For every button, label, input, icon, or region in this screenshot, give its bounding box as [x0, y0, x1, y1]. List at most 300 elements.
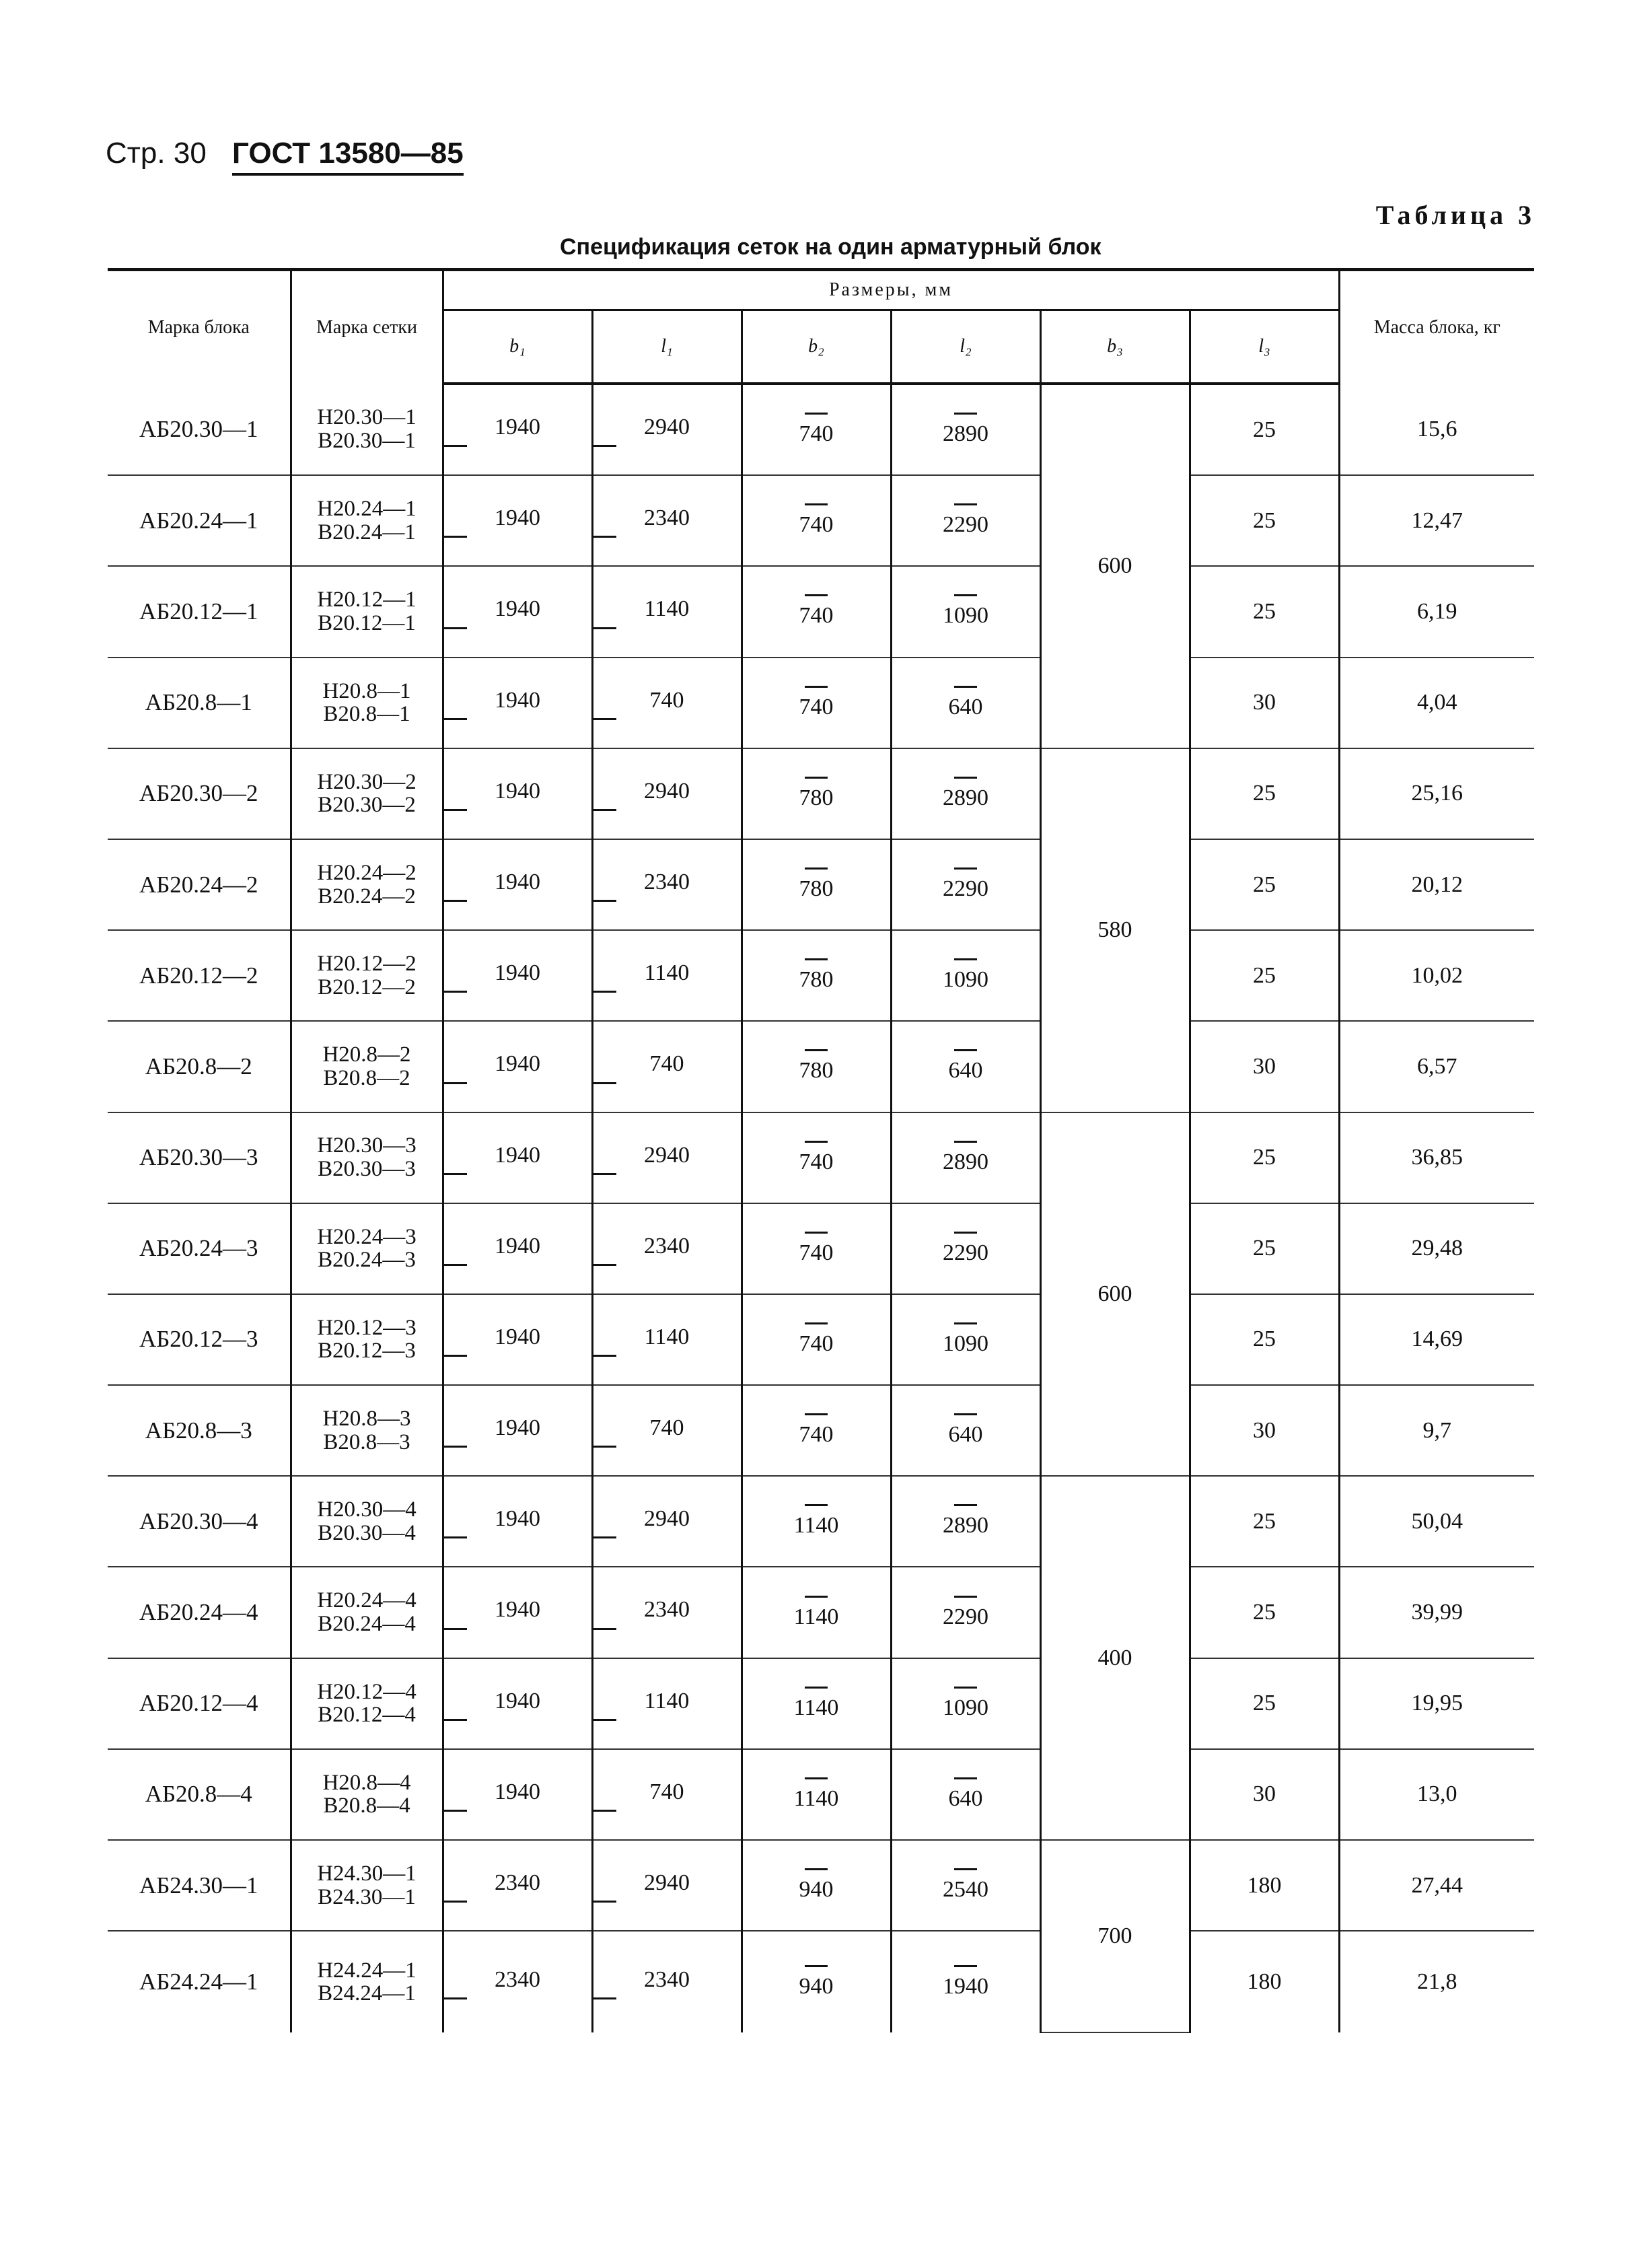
size-b2 [742, 1203, 891, 1294]
size-b2 [742, 1294, 891, 1385]
size-l1 [592, 1749, 742, 1840]
block-mass: 27,44 [1339, 1840, 1534, 1931]
mesh-bottom: В20.24—3 [318, 1248, 416, 1273]
size-b1 [443, 566, 592, 657]
mesh-top: Н20.24—2 [317, 860, 417, 885]
dash-mark [593, 718, 616, 720]
mesh-mark [291, 1749, 443, 1840]
dash-mark [954, 1504, 977, 1506]
size-l2-value: 640 [948, 1785, 983, 1811]
size-l1 [592, 1931, 742, 2032]
size-l2-value: 2290 [943, 1240, 988, 1265]
size-l2-value: 2290 [943, 512, 988, 538]
mesh-top: Н20.24—3 [317, 1224, 417, 1249]
size-l1 [592, 748, 742, 839]
mesh-bottom: В20.24—4 [318, 1612, 416, 1637]
size-b2 [742, 1749, 891, 1840]
size-l2-value: 640 [948, 1422, 983, 1448]
block-mark: АБ20.30—1 [108, 384, 291, 475]
dash-mark [444, 536, 467, 538]
size-l2 [891, 1385, 1040, 1476]
size-l3: 30 [1190, 1021, 1339, 1112]
mesh-top: Н20.30—3 [317, 1133, 417, 1158]
size-b1 [443, 1112, 592, 1203]
size-b2-value: 1140 [793, 1785, 839, 1811]
size-l1 [592, 1476, 742, 1567]
size-b2 [742, 566, 891, 657]
mesh-bottom: В20.30—4 [318, 1520, 416, 1545]
dash-mark [593, 991, 616, 993]
col-header-block: Марка блока [108, 270, 291, 384]
size-l3: 25 [1190, 1203, 1339, 1294]
mesh-bottom: В20.8—1 [323, 702, 410, 727]
mesh-mark [291, 930, 443, 1021]
size-l2-value: 1940 [943, 1973, 988, 1999]
size-l2 [891, 566, 1040, 657]
mesh-bottom: В20.24—1 [318, 520, 416, 544]
size-b1 [443, 930, 592, 1021]
dash-mark [954, 1413, 977, 1415]
size-b2 [742, 1840, 891, 1931]
col-header-l3: l₃ [1190, 310, 1339, 384]
size-l1 [592, 1840, 742, 1931]
size-l3: 25 [1190, 1112, 1339, 1203]
size-b1-value: 1940 [495, 960, 540, 986]
size-b2 [742, 839, 891, 930]
size-b1 [443, 1021, 592, 1112]
col-header-l1: l₁ [592, 310, 742, 384]
mesh-top: Н20.8—2 [322, 1042, 411, 1067]
size-b2-value: 740 [799, 694, 834, 719]
mesh-mark [291, 384, 443, 475]
size-l1-value: 1140 [644, 1688, 690, 1713]
block-mass: 4,04 [1339, 658, 1534, 748]
size-b1 [443, 839, 592, 930]
size-l2 [891, 658, 1040, 748]
size-b2-value: 740 [799, 512, 834, 538]
table-row [108, 839, 1534, 930]
size-l2 [891, 1476, 1040, 1567]
size-l2 [891, 1112, 1040, 1203]
size-l3: 25 [1190, 1658, 1339, 1749]
table-row [108, 748, 1534, 839]
table-row [108, 930, 1534, 1021]
block-mass: 19,95 [1339, 1658, 1534, 1749]
size-b1 [443, 658, 592, 748]
size-l3: 25 [1190, 384, 1339, 475]
size-l1-value: 740 [649, 1415, 684, 1441]
size-b2-value: 780 [799, 876, 834, 902]
dash-mark [805, 503, 828, 505]
dash-mark [593, 1997, 616, 1999]
mesh-mark [291, 1931, 443, 2032]
table-row [108, 1385, 1534, 1476]
mesh-bottom: В20.30—3 [318, 1157, 416, 1182]
size-l2 [891, 1840, 1040, 1931]
dash-mark [954, 1049, 977, 1051]
size-b3: 700 [1040, 1840, 1190, 2032]
mesh-mark [291, 566, 443, 657]
dash-mark [444, 991, 467, 993]
dash-mark [805, 1965, 828, 1967]
table-row [108, 1567, 1534, 1658]
dash-mark [954, 777, 977, 779]
mesh-bottom: В20.8—2 [323, 1065, 410, 1090]
table-row [108, 1658, 1534, 1749]
size-l3: 25 [1190, 839, 1339, 930]
size-b2-value: 780 [799, 967, 834, 993]
mesh-mark [291, 1567, 443, 1658]
block-mark: АБ20.8—1 [108, 658, 291, 748]
dash-mark [444, 1810, 467, 1812]
size-l2-value: 1090 [943, 967, 988, 993]
size-b2 [742, 1567, 891, 1658]
size-b1-value: 1940 [495, 1142, 540, 1168]
dash-mark [805, 958, 828, 960]
dash-mark [954, 594, 977, 596]
size-l2 [891, 1203, 1040, 1294]
table-row [108, 658, 1534, 748]
size-l2 [891, 384, 1040, 475]
dash-mark [444, 445, 467, 447]
dash-mark [444, 1536, 467, 1538]
size-l1 [592, 930, 742, 1021]
size-l3: 25 [1190, 930, 1339, 1021]
dash-mark [805, 686, 828, 688]
size-b2 [742, 384, 891, 475]
size-b1-value: 1940 [495, 1506, 540, 1532]
size-l1-value: 2340 [644, 1233, 690, 1259]
mesh-bottom: В20.8—3 [323, 1429, 410, 1454]
size-b2-value: 780 [799, 1058, 834, 1084]
size-b2-value: 780 [799, 785, 834, 810]
size-b1-value: 1940 [495, 1233, 540, 1259]
dash-mark [954, 1232, 977, 1234]
size-b1 [443, 1658, 592, 1749]
mesh-mark [291, 475, 443, 566]
dash-mark [593, 1355, 616, 1357]
size-b2-value: 740 [799, 1331, 834, 1356]
table-row [108, 1476, 1534, 1567]
block-mass: 14,69 [1339, 1294, 1534, 1385]
dash-mark [593, 1536, 616, 1538]
dash-mark [593, 900, 616, 902]
block-mark: АБ20.24—4 [108, 1567, 291, 1658]
size-l3: 25 [1190, 1476, 1339, 1567]
size-b3: 600 [1040, 1112, 1190, 1477]
size-l3: 25 [1190, 1294, 1339, 1385]
col-header-b1: b₁ [443, 310, 592, 384]
size-l3: 180 [1190, 1931, 1339, 2032]
size-b1 [443, 748, 592, 839]
dash-mark [593, 1810, 616, 1812]
size-b1 [443, 1385, 592, 1476]
mesh-mark [291, 658, 443, 748]
dash-mark [444, 809, 467, 811]
mesh-top: Н20.12—3 [317, 1315, 417, 1340]
mesh-top: Н20.30—4 [317, 1497, 417, 1522]
size-l2 [891, 748, 1040, 839]
dash-mark [593, 1446, 616, 1448]
dash-mark [444, 1901, 467, 1903]
size-l1 [592, 1021, 742, 1112]
size-l1 [592, 1567, 742, 1658]
size-l1-value: 1140 [644, 596, 690, 622]
dash-mark [444, 900, 467, 902]
mesh-bottom: В24.30—1 [318, 1884, 416, 1909]
mesh-top: Н20.30—1 [317, 404, 417, 429]
dash-mark [444, 1446, 467, 1448]
size-b2 [742, 1021, 891, 1112]
size-l2-value: 1090 [943, 1331, 988, 1356]
size-l3: 25 [1190, 1567, 1339, 1658]
block-mass: 9,7 [1339, 1385, 1534, 1476]
size-l1 [592, 1658, 742, 1749]
dash-mark [805, 1141, 828, 1143]
mesh-bottom: В20.12—3 [318, 1339, 416, 1363]
size-l1 [592, 658, 742, 748]
size-b2 [742, 1112, 891, 1203]
table-row [108, 475, 1534, 566]
dash-mark [954, 1596, 977, 1598]
size-b1 [443, 475, 592, 566]
size-l2 [891, 1749, 1040, 1840]
dash-mark [805, 413, 828, 415]
size-b1 [443, 1203, 592, 1294]
dash-mark [444, 1173, 467, 1175]
size-l2 [891, 1021, 1040, 1112]
mesh-bottom: В20.30—2 [318, 793, 416, 818]
size-l1 [592, 1385, 742, 1476]
size-b2 [742, 1931, 891, 2032]
dash-mark [805, 1413, 828, 1415]
table-label: Таблица 3 [1375, 200, 1535, 230]
size-l1-value: 2340 [644, 1966, 690, 1992]
block-mass: 13,0 [1339, 1749, 1534, 1840]
size-b1 [443, 1931, 592, 2032]
mesh-specification-table [108, 268, 1534, 2033]
size-l3: 30 [1190, 1749, 1339, 1840]
dash-mark [954, 1322, 977, 1324]
size-l1 [592, 1294, 742, 1385]
size-l2-value: 2540 [943, 1877, 988, 1903]
size-l2 [891, 1294, 1040, 1385]
dash-mark [593, 809, 616, 811]
size-l2 [891, 475, 1040, 566]
mesh-mark [291, 1112, 443, 1203]
size-b2-value: 1140 [793, 1695, 839, 1720]
col-header-b3: b₃ [1040, 310, 1190, 384]
block-mass: 20,12 [1339, 839, 1534, 930]
size-l2-value: 640 [948, 1058, 983, 1084]
mesh-mark [291, 1385, 443, 1476]
size-l1-value: 2940 [644, 1506, 690, 1532]
mesh-top: Н24.30—1 [317, 1861, 417, 1886]
size-b1-value: 1940 [495, 778, 540, 804]
dash-mark [954, 686, 977, 688]
block-mark: АБ24.24—1 [139, 1969, 258, 1995]
size-l1-value: 1140 [644, 1324, 690, 1349]
size-b2-value: 1140 [793, 1604, 839, 1629]
block-mark: АБ20.12—2 [108, 930, 291, 1021]
size-b2 [742, 475, 891, 566]
dash-mark [954, 1141, 977, 1143]
page-number: Стр. 30 [106, 137, 207, 170]
size-b1-value: 1940 [495, 687, 540, 713]
page-header [106, 137, 464, 176]
table-row [108, 1931, 1534, 2032]
block-mass: 6,57 [1339, 1021, 1534, 1112]
size-b2-value: 940 [799, 1877, 834, 1903]
table-row [108, 566, 1534, 657]
dash-mark [805, 1596, 828, 1598]
size-l1-value: 2340 [644, 1597, 690, 1623]
size-l2-value: 1090 [943, 603, 988, 629]
block-mark: АБ20.30—3 [108, 1112, 291, 1203]
table-row [108, 1203, 1534, 1294]
dash-mark [444, 1997, 467, 1999]
block-mass: 39,99 [1339, 1567, 1534, 1658]
size-b2 [742, 1385, 891, 1476]
size-l3: 25 [1190, 748, 1339, 839]
block-mass: 10,02 [1339, 930, 1534, 1021]
size-b2-value: 740 [799, 1422, 834, 1448]
size-l2-value: 640 [948, 694, 983, 719]
size-l3: 30 [1190, 658, 1339, 748]
size-b1-value: 1940 [495, 505, 540, 531]
dash-mark [805, 867, 828, 870]
gost-number: ГОСТ 13580—85 [232, 137, 464, 176]
size-l2-value: 2890 [943, 785, 988, 810]
dash-mark [954, 503, 977, 505]
mesh-top: Н20.24—1 [317, 497, 417, 522]
mesh-bottom: В20.8—4 [323, 1794, 410, 1818]
block-mark: АБ20.8—2 [108, 1021, 291, 1112]
block-mark: АБ20.24—1 [108, 475, 291, 566]
dash-mark [444, 1264, 467, 1266]
mesh-mark [291, 1021, 443, 1112]
block-mark: АБ20.12—1 [108, 566, 291, 657]
dash-mark [593, 627, 616, 629]
size-b1-value: 1940 [495, 1688, 540, 1713]
dash-mark [805, 1687, 828, 1689]
size-l1 [592, 566, 742, 657]
table-row [108, 1749, 1534, 1840]
mesh-bottom: В20.12—2 [318, 974, 416, 999]
mesh-bottom: В20.12—1 [318, 610, 416, 635]
size-b2 [742, 930, 891, 1021]
size-b2 [742, 1658, 891, 1749]
size-b1-value: 1940 [495, 1324, 540, 1349]
dash-mark [593, 1628, 616, 1630]
size-b2-value: 740 [799, 421, 834, 447]
block-mass: 29,48 [1339, 1203, 1534, 1294]
size-b1 [443, 1567, 592, 1658]
size-b1-value: 1940 [495, 869, 540, 894]
mesh-mark [291, 748, 443, 839]
dash-mark [444, 1082, 467, 1084]
dash-mark [954, 867, 977, 870]
size-l2 [891, 839, 1040, 930]
mesh-top: Н20.24—4 [317, 1588, 417, 1613]
size-b2-value: 740 [799, 603, 834, 629]
block-mark: АБ24.30—1 [108, 1840, 291, 1931]
dash-mark [954, 1965, 977, 1967]
block-mark: АБ20.12—4 [108, 1658, 291, 1749]
mesh-top: Н20.12—2 [317, 952, 417, 977]
size-l1-value: 2940 [644, 778, 690, 804]
size-l3: 180 [1190, 1840, 1339, 1931]
size-b1 [443, 1294, 592, 1385]
size-l1 [592, 475, 742, 566]
size-l1-value: 740 [649, 1779, 684, 1804]
dash-mark [805, 1504, 828, 1506]
dash-mark [954, 1868, 977, 1870]
size-l1 [592, 384, 742, 475]
block-mark: АБ20.12—3 [108, 1294, 291, 1385]
table-row [108, 1112, 1534, 1203]
mesh-bottom: В20.12—4 [318, 1703, 416, 1728]
size-b1 [443, 1476, 592, 1567]
block-mark: АБ20.30—4 [108, 1476, 291, 1567]
size-b1-value: 1940 [495, 1415, 540, 1441]
size-l1-value: 2340 [644, 869, 690, 894]
size-l2-value: 2290 [943, 1604, 988, 1629]
size-b2-value: 740 [799, 1240, 834, 1265]
mesh-mark [291, 1840, 443, 1931]
dash-mark [805, 1232, 828, 1234]
dash-mark [593, 1264, 616, 1266]
size-b2-value: 1140 [793, 1513, 839, 1538]
mesh-mark [291, 1203, 443, 1294]
table-row [108, 1021, 1534, 1112]
dash-mark [593, 1082, 616, 1084]
dash-mark [805, 1049, 828, 1051]
size-b1 [443, 384, 592, 475]
size-l1-value: 2340 [644, 505, 690, 531]
size-b2 [742, 1476, 891, 1567]
dash-mark [954, 1777, 977, 1779]
size-l2-value: 1090 [943, 1695, 988, 1720]
dash-mark [805, 1322, 828, 1324]
size-l2-value: 2290 [943, 876, 988, 902]
size-l3: 25 [1190, 566, 1339, 657]
size-b1-value: 2340 [495, 1870, 540, 1895]
mesh-bottom: В20.30—1 [318, 428, 416, 453]
size-b2 [742, 748, 891, 839]
mesh-mark [291, 1476, 443, 1567]
dash-mark [593, 536, 616, 538]
mesh-mark [291, 1658, 443, 1749]
dash-mark [805, 777, 828, 779]
size-l1 [592, 839, 742, 930]
mesh-top: Н20.8—3 [322, 1407, 411, 1431]
mesh-top: Н20.8—1 [322, 678, 411, 703]
col-header-b2: b₂ [742, 310, 891, 384]
col-header-sizes: Размеры, мм [443, 270, 1339, 310]
mesh-top: Н24.24—1 [317, 1958, 417, 1983]
col-header-mesh: Марка сетки [291, 270, 443, 384]
mesh-mark [291, 1294, 443, 1385]
dash-mark [954, 1687, 977, 1689]
table-row [108, 1840, 1534, 1931]
block-mass: 15,6 [1339, 384, 1534, 475]
dash-mark [444, 1628, 467, 1630]
block-mark: АБ20.8—4 [108, 1749, 291, 1840]
dash-mark [954, 413, 977, 415]
table-caption: Спецификация сеток на один арматурный блок [560, 234, 1101, 260]
dash-mark [444, 627, 467, 629]
